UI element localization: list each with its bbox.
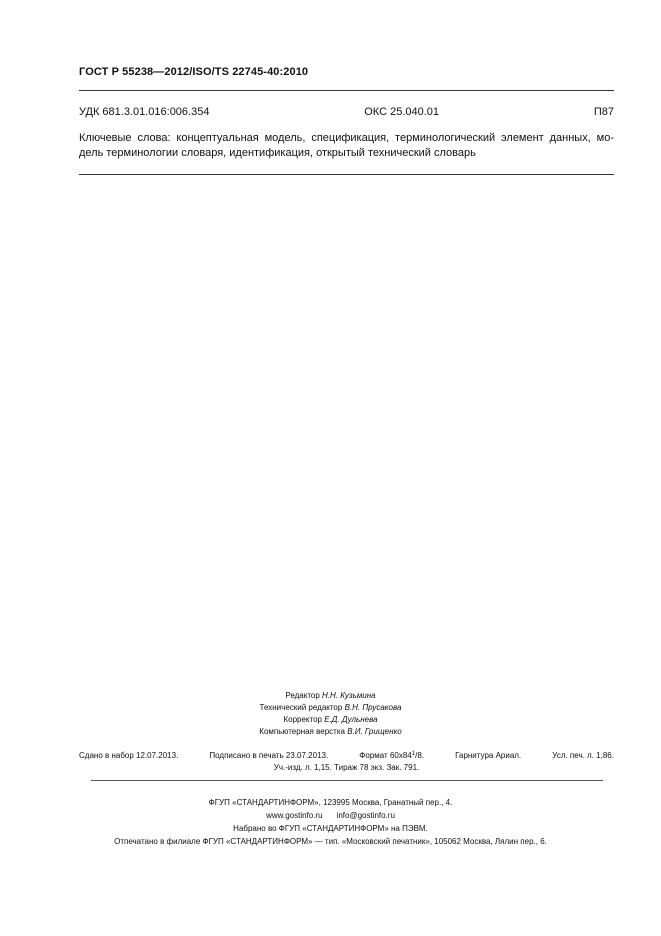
publisher-email: info@gostinfo.ru [336, 811, 395, 820]
credit-role: Редактор [285, 691, 320, 700]
submitted-date: Сдано в набор 12.07.2013. [79, 751, 179, 760]
udk-code: УДК 681.3.01.016:006.354 [79, 106, 210, 118]
publisher-address: ФГУП «СТАНДАРТИНФОРМ», 123995 Москва, Гранатный пер., 4. [208, 798, 453, 807]
credit-proofreader [0, 714, 661, 726]
credit-person: В.И. Грищенко [347, 727, 402, 736]
print-info-row-2: Уч.-изд. л. 1,15. Тираж 78 экз. Зак. 791. [273, 763, 420, 772]
keywords-line-2: дель терминологии словаря, идентификация, открытый технический словарь [79, 147, 476, 159]
print-info-row [79, 750, 614, 762]
oks-code: ОКС 25.040.01 [364, 106, 440, 118]
format-end: . [421, 751, 424, 760]
keywords-line-1: Ключевые слова: концептуальная модель, спецификация, терминологический элемент данных, мо- [79, 132, 614, 144]
credit-person: Н.Н. Кузьмина [322, 691, 376, 700]
format-denominator: 8 [417, 751, 422, 760]
keywords-divider [79, 174, 614, 175]
format-slash: / [415, 751, 418, 760]
publisher-website: www.gostinfo.ru [266, 811, 323, 820]
classification-row [79, 106, 614, 118]
standard-code: ГОСТ Р 55238—2012/ISO/TS 22745-40:2010 [79, 66, 309, 78]
printed-note: Отпечатано в филиале ФГУП «СТАНДАРТИНФОРМ» — тип. «Московский печатник», 105062 Москва, Лялин пер., 6. [114, 837, 547, 846]
group-code: П87 [593, 106, 614, 118]
format-numerator: 1 [411, 751, 416, 757]
credits-block [0, 690, 661, 738]
print-info-block [79, 750, 614, 774]
credit-role: Компьютерная верстка [259, 727, 345, 736]
format-prefix: Формат 60x84 [359, 751, 412, 760]
keywords-block [79, 131, 614, 161]
signed-date: Подписано в печать 23.07.2013. [209, 751, 329, 760]
publisher-contacts [0, 809, 661, 822]
credit-tech-editor [0, 702, 661, 714]
publisher-block [0, 796, 661, 848]
header-divider [79, 90, 614, 91]
credit-role: Технический редактор [259, 703, 343, 712]
typeset-note: Набрано во ФГУП «СТАНДАРТИНФОРМ» на ПЭВМ. [233, 824, 428, 833]
credit-editor [0, 690, 661, 702]
paper-format [359, 750, 424, 762]
credit-person: В.Н. Прусакова [344, 703, 402, 712]
credit-person: Е.Д. Дульнева [324, 715, 378, 724]
credit-role: Корректор [283, 715, 322, 724]
credit-layout [0, 726, 661, 738]
printed-sheets: Усл. печ. л. 1,86. [552, 751, 614, 760]
footer-divider [91, 780, 603, 781]
typeface: Гарнитура Ариал. [455, 751, 522, 760]
